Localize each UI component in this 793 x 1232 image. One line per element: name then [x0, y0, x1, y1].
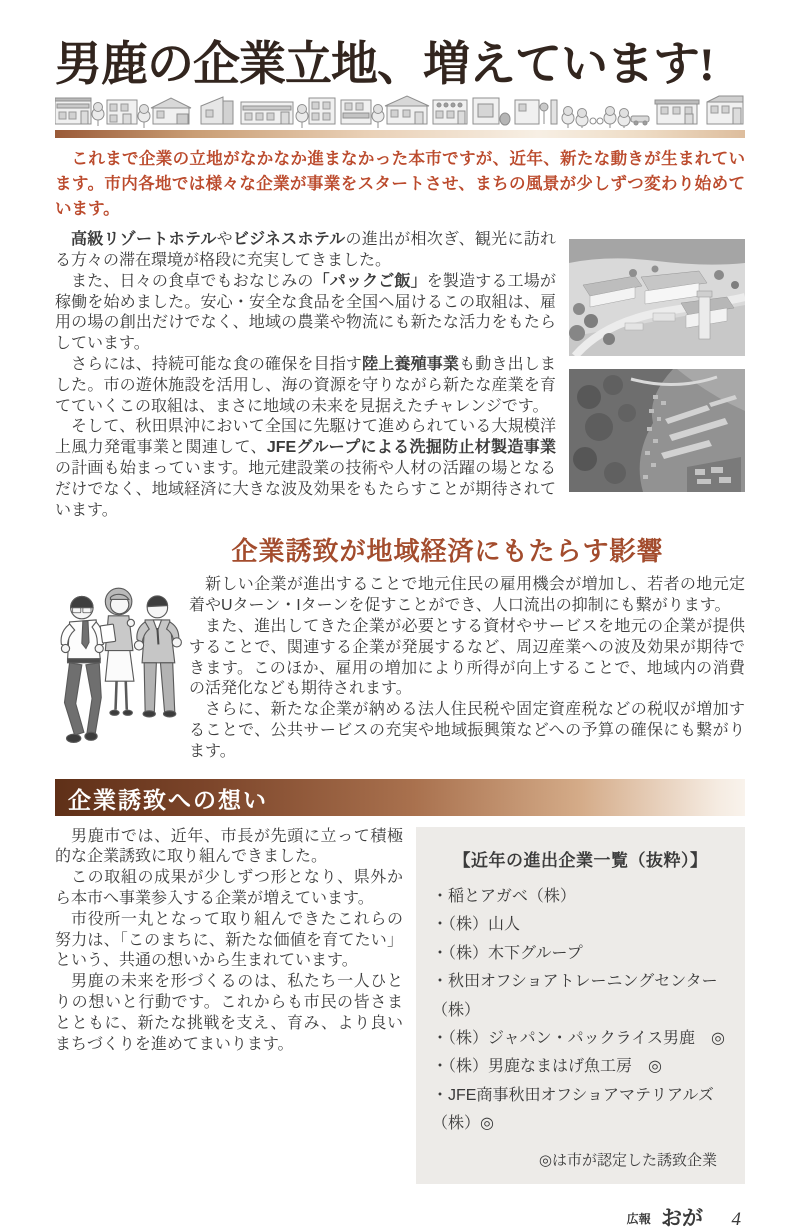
vision-section-header: 企業誘致への想い — [55, 779, 745, 816]
factory-campus-aerial-photo — [569, 239, 745, 356]
section-divider-gradient — [55, 130, 745, 138]
company-list-item: ・（株）山人 — [432, 916, 521, 934]
photo-column — [569, 230, 745, 521]
impact-paragraph: 新しい企業が進出することで地元住民の雇用機会が増加し、若者の地元定着やUターン・Iターンを促すことができ、人口流出の抑制にも繋がります。 — [189, 576, 745, 615]
company-list-item: ・（株）木下グループ — [432, 944, 583, 962]
page-footer — [55, 1202, 745, 1232]
vision-paragraph: この取組の成果が少しずつ形となり、県外から本市へ事業参入する企業が増えています。 — [55, 869, 403, 908]
main-article-section — [55, 230, 745, 521]
company-list-item: ・秋田オフショアトレーニングセンター（株） — [432, 973, 718, 1019]
article-paragraph: また、日々の食卓でもおなじみの「パックご飯」を製造する工場が稼働を始めました。安心・安全な食品を全国へ届けるこの取組は、雇用の場の創出だけでなく、地域の農業や物流にも新たな活力をもたらしています。 — [55, 272, 556, 353]
company-list-note: ◎は市が認定した誘致企業 — [538, 1151, 717, 1169]
company-list-item: ・JFE商事秋田オフショアマテリアルズ（株）◎ — [432, 1086, 714, 1133]
harbor-town-aerial-photo — [569, 369, 745, 492]
intro-paragraph: これまで企業の立地がなかなか進まなかった本市ですが、近年、新たな動きが生まれています。市内各地では様々な企業が事業をスタートさせ、まちの風景が少しずつ変わり始めています。 — [55, 150, 745, 218]
main-article-text — [55, 230, 556, 521]
article-paragraph: さらには、持続可能な食の確保を目指す陸上養殖事業も動き出しました。市の遊休施設を活用し、海の資源を守りながら新たな産業を育てていくこの取組は、まさに地域の未来を見据えたチャレンジです。 — [55, 356, 556, 415]
business-people-illustration — [45, 577, 183, 771]
footer-publication-label: 広報 — [626, 1211, 651, 1226]
impact-section-heading: 企業誘致が地域経済にもたらす影響 — [231, 537, 664, 567]
page-title: 男鹿の企業立地、増えています! — [55, 39, 714, 91]
vision-text-column — [55, 827, 403, 1056]
article-paragraph: そして、秋田県沖において全国に先駆けて進められている大規模洋上風力発電事業と関連して、JFEグループによる洗掘防止材製造事業の計画も始まっています。地元建設業の技術や人材の活躍の場となるだけでなく、地域経済に大きな波及効果をもたらすことが期待されています。 — [55, 418, 556, 519]
company-list-title: 【近年の進出企業一覧（抜粋）】 — [453, 850, 708, 870]
vision-section — [55, 827, 745, 1184]
vision-paragraph: 市役所一丸となって取り組んできたこれらの努力は、「このまちに、新たな価値を育てたい」という、共通の想いから生まれています。 — [55, 910, 403, 970]
company-list-item: ・稲とアガベ（株） — [432, 887, 576, 905]
company-list-item: ・（株）男鹿なまはげ魚工房 ◎ — [432, 1058, 662, 1076]
company-list-item: ・（株）ジャパン・パックライス男鹿 ◎ — [432, 1029, 726, 1047]
impact-paragraph: さらに、新たな企業が納める法人住民税や固定資産税などの税収が増加することで、公共サービスの充実や地域振興策などへの予算の確保にも繋がります。 — [189, 701, 745, 760]
company-list-box — [416, 827, 745, 1184]
footer-brand-name: おが — [661, 1206, 704, 1230]
vision-paragraph: 男鹿の未来を形づくるのは、私たち一人ひとりの想いと行動です。これからも市民の皆さまとともに、新たな挑戦を支え、育み、より良いまちづくりを進めてまいります。 — [55, 973, 403, 1053]
townscape-buildings-icon — [55, 94, 745, 128]
footer-page-number: 4 — [731, 1208, 741, 1230]
vision-paragraph: 男鹿市では、近年、市長が先頭に立って積極的な企業誘致に取り組んできました。 — [55, 827, 403, 866]
impact-section — [55, 575, 745, 762]
article-paragraph: 高級リゾートホテルやビジネスホテルの進出が相次ぎ、観光に訪れる方々の滞在環境が格段に充実してきました。 — [55, 231, 556, 270]
impact-paragraph: また、進出してきた企業が必要とする資材やサービスを地元の企業が提供することで、関連する企業が発展するなど、周辺産業への波及効果が期待できます。このほか、雇用の増加により所得が向上することで、地域内の消費の活発化なども期待されます。 — [189, 618, 745, 698]
